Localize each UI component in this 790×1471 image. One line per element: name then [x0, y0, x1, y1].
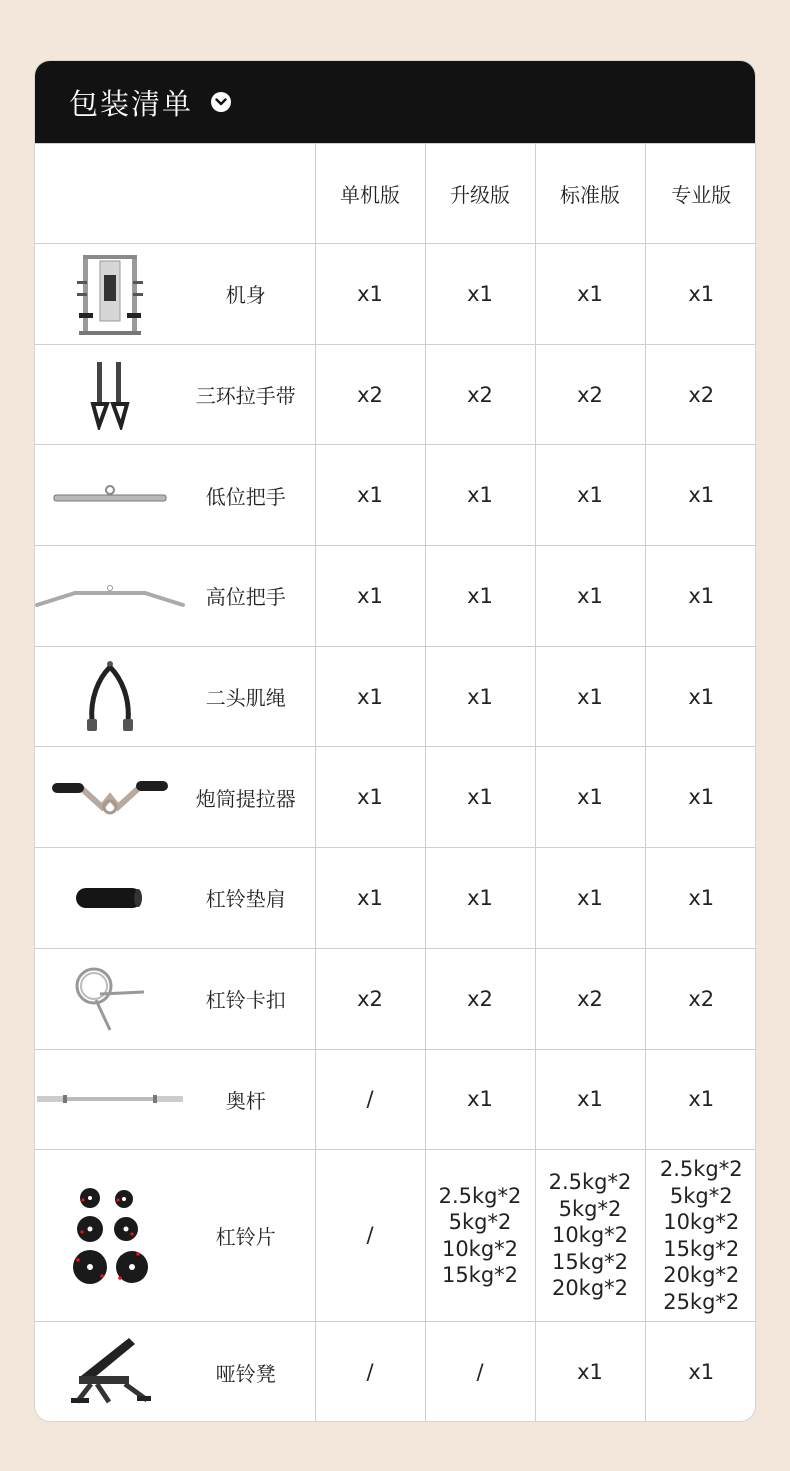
quantity-cell: x1	[645, 546, 756, 647]
item-name: 二头肌绳	[205, 686, 286, 711]
item-cell	[35, 344, 315, 445]
lat-bar-icon	[35, 547, 185, 645]
quantity-cell: x1	[535, 546, 645, 647]
quantity-cell: x1	[645, 747, 756, 848]
column-header: 单机版	[315, 144, 425, 244]
item-name: 杠铃垫肩	[205, 887, 286, 912]
item-cell	[35, 646, 315, 747]
item-cell	[35, 747, 315, 848]
quantity-line: 5kg*2	[558, 1196, 622, 1221]
item-cell	[35, 1322, 315, 1422]
quantity-cell: x1	[425, 848, 535, 949]
quantity-cell: x1	[535, 747, 645, 848]
quantity-cell: x1	[315, 244, 425, 345]
item-cell	[35, 1049, 315, 1150]
table-row	[35, 848, 756, 949]
quantity-line: 5kg*2	[448, 1210, 512, 1235]
item-name: 杠铃片	[215, 1225, 276, 1250]
bench-icon	[35, 1323, 185, 1421]
quantity-line: 10kg*2	[551, 1223, 629, 1248]
quantity-cell: x1	[645, 1322, 756, 1422]
quantity-cell: x1	[315, 646, 425, 747]
item-cell	[35, 445, 315, 546]
quantity-cell: x1	[425, 1049, 535, 1150]
quantity-cell: x1	[425, 646, 535, 747]
item-name: 三环拉手带	[195, 384, 296, 409]
table-row	[35, 344, 756, 445]
quantity-cell: x2	[315, 948, 425, 1049]
quantity-line: 15kg*2	[551, 1249, 629, 1274]
quantity-line: 10kg*2	[441, 1236, 519, 1261]
quantity-cell: x1	[535, 646, 645, 747]
quantity-cell: x1	[645, 445, 756, 546]
strap-handles-icon	[35, 346, 185, 444]
quantity-cell: x1	[535, 445, 645, 546]
quantity-cell: x1	[315, 546, 425, 647]
quantity-cell: x1	[645, 646, 756, 747]
page-title: 包装清单	[69, 86, 194, 121]
olympic-bar-icon	[35, 1050, 185, 1148]
table-row	[35, 1150, 756, 1322]
quantity-cell: x1	[645, 1049, 756, 1150]
item-name: 低位把手	[205, 484, 286, 509]
table-row	[35, 445, 756, 546]
column-header: 升级版	[425, 144, 535, 244]
quantity-line: 5kg*2	[669, 1183, 733, 1208]
item-name: 炮筒提拉器	[195, 786, 296, 811]
quantity-line: 2.5kg*2	[659, 1157, 743, 1182]
item-cell	[35, 1150, 315, 1322]
straight-bar-icon	[35, 446, 185, 544]
packing-list-header[interactable]	[35, 61, 755, 143]
quantity-line: 2.5kg*2	[548, 1170, 632, 1195]
table-row	[35, 948, 756, 1049]
quantity-cell: x1	[425, 445, 535, 546]
quantity-cell: x2	[535, 948, 645, 1049]
quantity-cell: x1	[425, 546, 535, 647]
quantity-cell: x1	[535, 848, 645, 949]
quantity-cell: x1	[645, 244, 756, 345]
table-row	[35, 747, 756, 848]
quantity-cell: x2	[425, 344, 535, 445]
quantity-line: 20kg*2	[663, 1263, 740, 1288]
quantity-cell: x1	[535, 1322, 645, 1422]
table-row	[35, 546, 756, 647]
quantity-cell	[645, 1150, 756, 1322]
item-cell	[35, 848, 315, 949]
tricep-rope-icon	[35, 648, 185, 746]
spring-clip-icon	[35, 950, 185, 1048]
quantity-cell: x1	[315, 445, 425, 546]
quantity-cell	[425, 1150, 535, 1322]
quantity-line: /	[366, 1223, 374, 1248]
column-header: 标准版	[535, 144, 645, 244]
item-cell	[35, 546, 315, 647]
quantity-cell: x2	[645, 344, 756, 445]
quantity-line: 15kg*2	[663, 1236, 740, 1261]
quantity-cell: x1	[425, 747, 535, 848]
table-header-row	[35, 144, 756, 244]
quantity-cell: x2	[645, 948, 756, 1049]
item-name: 奥杆	[225, 1088, 266, 1113]
item-cell	[35, 948, 315, 1049]
item-name: 高位把手	[205, 585, 286, 610]
quantity-cell: /	[315, 1049, 425, 1150]
quantity-line: 25kg*2	[663, 1289, 740, 1314]
quantity-line: 15kg*2	[441, 1263, 519, 1288]
item-cell	[35, 244, 315, 345]
foam-pad-icon	[35, 849, 185, 947]
quantity-cell: x1	[535, 1049, 645, 1150]
item-name: 机身	[225, 283, 266, 308]
quantity-cell	[535, 1150, 645, 1322]
table-row	[35, 1322, 756, 1422]
quantity-cell: x1	[315, 747, 425, 848]
table-row	[35, 244, 756, 345]
item-name: 杠铃卡扣	[205, 988, 286, 1013]
quantity-line: 20kg*2	[551, 1276, 629, 1301]
quantity-cell: x1	[425, 244, 535, 345]
packing-list-card	[34, 60, 756, 1422]
quantity-cell: x2	[425, 948, 535, 1049]
quantity-cell: /	[425, 1322, 535, 1422]
quantity-cell: /	[315, 1322, 425, 1422]
quantity-cell: x2	[535, 344, 645, 445]
column-header: 专业版	[645, 144, 756, 244]
quantity-line: 2.5kg*2	[438, 1183, 522, 1208]
table-row	[35, 1049, 756, 1150]
weight-plates-icon	[35, 1187, 185, 1285]
item-column-header	[35, 144, 315, 244]
quantity-cell: x1	[645, 848, 756, 949]
packing-table	[35, 143, 756, 1422]
quantity-cell	[315, 1150, 425, 1322]
chevron-down-icon[interactable]	[211, 92, 231, 112]
machine-frame-icon	[35, 245, 185, 343]
table-row	[35, 646, 756, 747]
quantity-cell: x1	[315, 848, 425, 949]
item-name: 哑铃凳	[215, 1361, 276, 1386]
quantity-cell: x1	[535, 244, 645, 345]
quantity-cell: x2	[315, 344, 425, 445]
curl-bar-icon	[35, 748, 185, 846]
quantity-line: 10kg*2	[663, 1210, 740, 1235]
